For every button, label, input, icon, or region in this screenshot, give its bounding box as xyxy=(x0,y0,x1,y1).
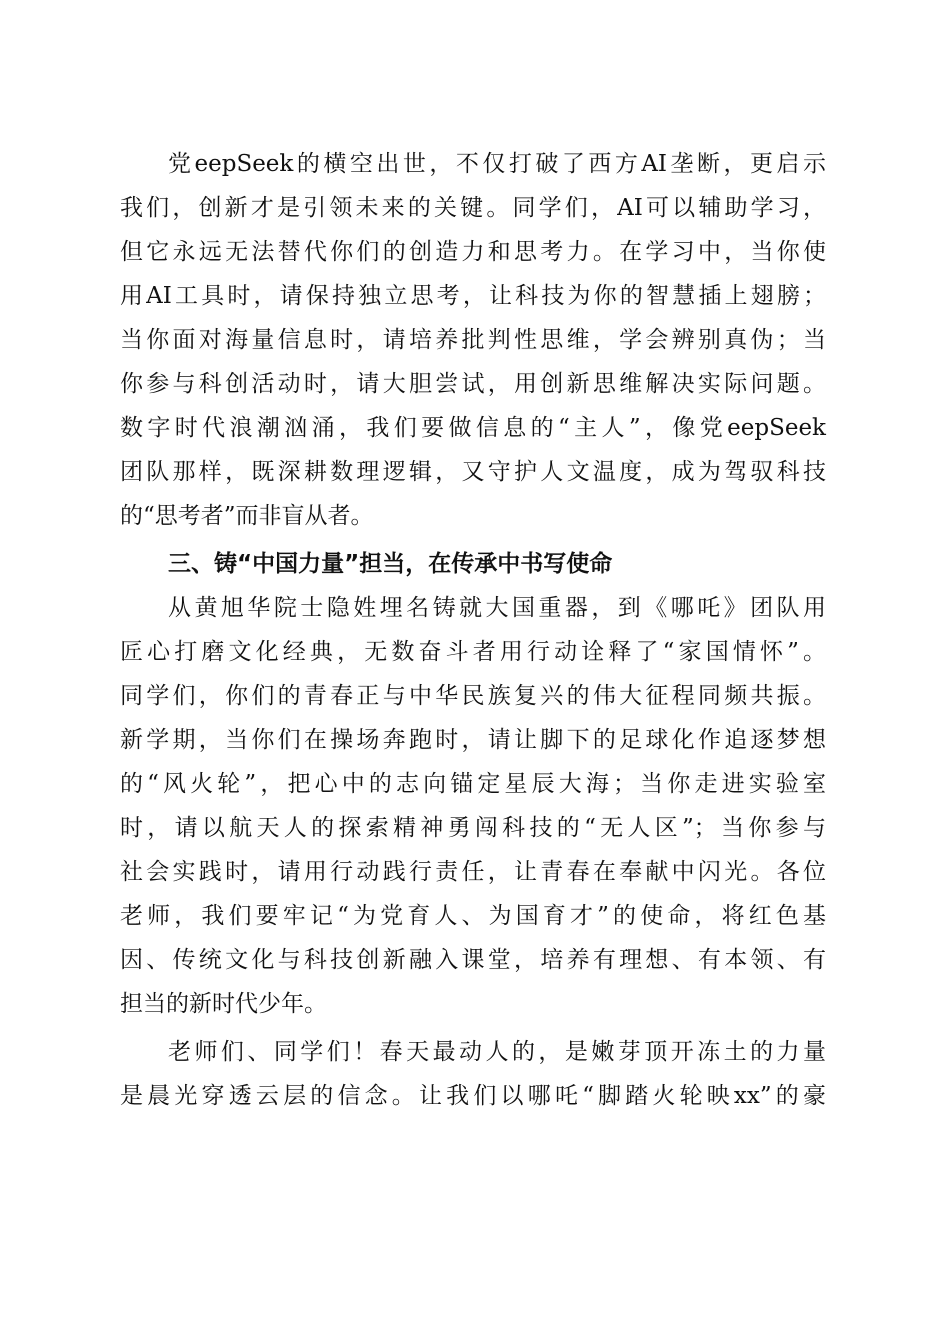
paragraph-2-line-3: 同学们，你们的青春正与中华民族复兴的伟大征程同频共振。 xyxy=(120,683,826,709)
paragraph-2-line-9: 因、传统文化与科技创新融入课堂，培养有理想、有本领、有 xyxy=(120,947,826,973)
paragraph-2-line-4: 新学期，当你们在操场奔跑时，请让脚下的足球化作追逐梦想 xyxy=(120,727,826,753)
paragraph-1-line-5: 当你面对海量信息时，请培养批判性思维，学会辨别真伪；当 xyxy=(120,327,826,353)
paragraph-2-line-7: 社会实践时，请用行动践行责任，让青春在奉献中闪光。各位 xyxy=(120,859,826,885)
paragraph-1-line-9: 的“思考者”而非盲从者。 xyxy=(120,503,374,529)
paragraph-1-line-6: 你参与科创活动时，请大胆尝试，用创新思维解决实际问题。 xyxy=(120,371,826,397)
paragraph-1-line-4: 用AI工具时，请保持独立思考，让科技为你的智慧插上翅膀； xyxy=(120,283,826,309)
paragraph-2-line-2: 匠心打磨文化经典，无数奋斗者用行动诠释了“家国情怀”。 xyxy=(120,639,826,665)
paragraph-2-line-1: 从黄旭华院士隐姓埋名铸就大国重器，到《哪吒》团队用 xyxy=(168,595,826,621)
paragraph-2-line-8: 老师，我们要牢记“为党育人、为国育才”的使命，将红色基 xyxy=(120,903,826,929)
paragraph-1-line-7: 数字时代浪潮汹涌，我们要做信息的“主人”，像党eepSeek xyxy=(120,415,826,441)
paragraph-2-line-6: 时，请以航天人的探索精神勇闯科技的“无人区”；当你参与 xyxy=(120,815,826,841)
paragraph-2-line-10: 担当的新时代少年。 xyxy=(120,991,327,1017)
paragraph-1-line-8: 团队那样，既深耕数理逻辑，又守护人文温度，成为驾驭科技 xyxy=(120,459,826,485)
paragraph-1-line-2: 我们，创新才是引领未来的关键。同学们，AI可以辅助学习， xyxy=(120,195,826,221)
paragraph-3-line-1: 老师们、同学们！春天最动人的，是嫩芽顶开冻土的力量 xyxy=(168,1039,826,1065)
paragraph-1-line-1: 党eepSeek的横空出世，不仅打破了西方AI垄断，更启示 xyxy=(168,151,826,177)
paragraph-2-line-5: 的“风火轮”，把心中的志向锚定星辰大海；当你走进实验室 xyxy=(120,771,826,797)
paragraph-1-line-3: 但它永远无法替代你们的创造力和思考力。在学习中，当你使 xyxy=(120,239,826,265)
paragraph-3-line-2: 是晨光穿透云层的信念。让我们以哪吒“脚踏火轮映xx”的豪 xyxy=(120,1083,826,1109)
section-heading: 三、铸“中国力量”担当，在传承中书写使命 xyxy=(168,551,613,577)
